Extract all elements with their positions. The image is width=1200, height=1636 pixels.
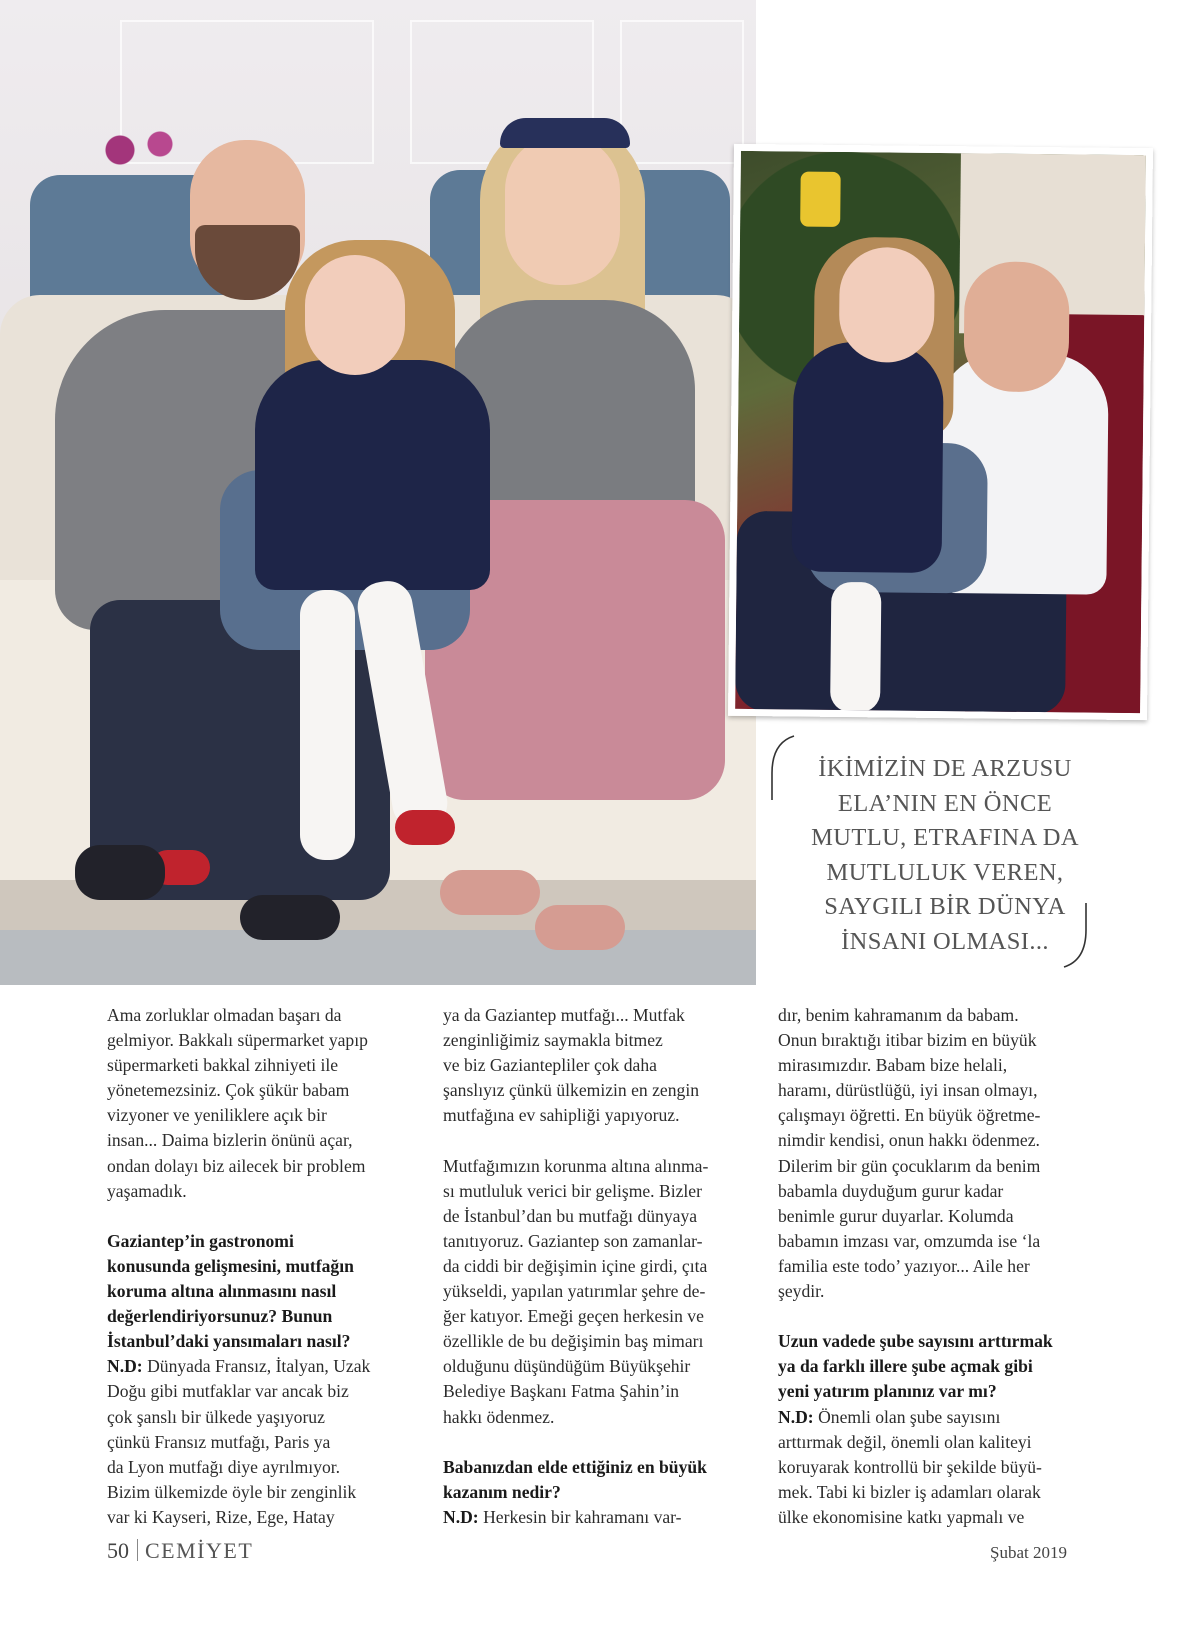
body-line: arttırmak değil, önemli olan kaliteyi [778,1431,1032,1452]
body-line: Dilerim bir gün çocuklarım da benim [778,1155,1041,1176]
interview-question-line: yeni yatırım planınız var mı? [778,1381,997,1402]
interview-question-line: koruma altına alınmasını nasıl [107,1281,337,1302]
body-line: Belediye Başkanı Fatma Şahin’in [443,1381,680,1402]
interview-question-line: ya da farklı illere şube açmak gibi [778,1356,1033,1377]
interview-question-line: konusunda gelişmesini, mutfağın [107,1255,354,1276]
body-line: Mutfağımızın korunma altına alınma- [443,1155,709,1176]
body-line: özellikle de bu değişimin baş mimarı [443,1331,704,1352]
interview-question-line: Gaziantep’in gastronomi [107,1230,294,1251]
issue-date: Şubat 2019 [990,1543,1067,1562]
body-line: Bizim ülkemizde öyle bir zenginlik [107,1481,357,1502]
body-line: ve biz Gaziantepliler çok daha [443,1055,657,1076]
body-line: koruyarak kontrollü bir şekilde büyü- [778,1456,1042,1477]
body-line: dır, benim kahramanım da babam. [778,1005,1019,1025]
body-line: olduğunu düşündüğüm Büyükşehir [443,1356,691,1377]
page-number: 50 [107,1538,129,1563]
body-line: tanıtıyoruz. Gaziantep son zamanlar- [443,1230,703,1251]
body-line: süpermarketi bakkal zihniyeti ile [107,1055,339,1076]
pull-quote [790,752,1100,960]
pull-quote-line: ELA’NIN EN ÖNCE [837,789,1053,817]
body-line: şanslıyız çünkü ülkemizin en zengin [443,1080,700,1101]
answer-speaker-label: N.D: [443,1506,479,1527]
interview-question-line: Babanızdan elde ettiğiniz en büyük [443,1456,707,1477]
body-line: gelmiyor. Bakkalı süpermarket yapıp [107,1030,368,1051]
article-column-3 [778,1003,1093,1530]
pull-quote-line: MUTLU, ETRAFINA DA [811,824,1079,852]
body-line: ülke ekonomisine katkı yapmalı ve [778,1506,1025,1527]
body-line: çünkü Fransız mutfağı, Paris ya [107,1431,331,1452]
body-line: ondan dolayı biz ailecek bir problem [107,1155,366,1176]
interview-question-line: Uzun vadede şube sayısını arttırmak [778,1331,1053,1352]
body-line: familia este todo’ yazıyor... Aile her [778,1255,1030,1276]
body-line: çalışmayı öğretti. En büyük öğretme- [778,1105,1041,1126]
answer-text: Dünyada Fransız, İtalyan, Uzak [142,1356,371,1377]
body-line: sı mutluluk verici bir gelişme. Bizler [443,1180,702,1201]
interview-question-line: İstanbul’daki yansımaları nasıl? [107,1331,351,1352]
body-line: da Lyon mutfağı diye ayrılmıyor. [107,1456,341,1477]
body-line: benimle gurur duyarlar. Kolumda [778,1205,1014,1226]
body-line: yükseldi, yapılan yatırımlar şehre de- [443,1281,706,1302]
body-line: çok şanslı bir ülkede yaşıyoruz [107,1406,325,1427]
folio-divider [137,1539,138,1561]
inset-father-daughter-photo [728,144,1153,720]
answer-first-line [107,1354,422,1379]
pull-quote-line: SAYGILI BİR DÜNYA [824,893,1066,921]
body-line: de İstanbul’dan bu mutfağı dünyaya [443,1205,698,1226]
body-line: ya da Gaziantep mutfağı... Mutfak [443,1005,685,1025]
answer-text: Herkesin bir kahramanı var- [478,1506,682,1527]
body-line: hakkı ödenmez. [443,1406,555,1427]
page-folio [107,1538,253,1564]
interview-question-line: değerlendiriyorsunuz? Bunun [107,1306,333,1327]
body-line: mek. Tabi ki bizler iş adamları olarak [778,1481,1041,1502]
body-line: var ki Kayseri, Rize, Ege, Hatay [107,1506,335,1527]
body-line: vizyoner ve yeniliklere açık bir [107,1105,327,1126]
body-line: yaşamadık. [107,1180,187,1201]
body-line: şeydir. [778,1281,825,1302]
pull-quote-line: İKİMİZİN DE ARZUSU [818,755,1072,782]
body-line: babamla duyduğum gurur kadar [778,1180,1004,1201]
body-line: yönetemezsiniz. Çok şükür babam [107,1080,350,1101]
answer-text: Önemli olan şube sayısını [813,1406,1001,1427]
body-line: ğer katıyor. Emeği geçen herkesin ve [443,1306,704,1327]
body-line: da ciddi bir değişimin içine girdi, çıta [443,1255,708,1276]
article-column-1 [107,1003,422,1530]
article-column-2 [443,1003,753,1530]
body-line: Onun bıraktığı itibar bizim en büyük [778,1030,1037,1051]
answer-first-line [778,1405,1093,1430]
main-family-photo [0,0,756,985]
body-line: mirasımızdır. Babam bize helali, [778,1055,1008,1076]
body-line: babamın imzası var, omzumda ise ‘la [778,1230,1041,1251]
interview-question-line: kazanım nedir? [443,1481,561,1502]
body-line: haramı, dürüstlüğü, iyi insan olmayı, [778,1080,1038,1101]
body-line: Doğu gibi mutfaklar var ancak biz [107,1381,349,1402]
answer-first-line [443,1505,753,1530]
answer-speaker-label: N.D: [107,1356,143,1377]
pull-quote-line: MUTLULUK VEREN, [826,858,1064,886]
body-line: Ama zorluklar olmadan başarı da [107,1005,342,1025]
magazine-name: CEMİYET [145,1538,254,1563]
body-line: nimdir kendisi, onun hakkı ödenmez. [778,1130,1040,1151]
answer-speaker-label: N.D: [778,1406,814,1427]
body-line: mutfağına ev sahipliği yapıyoruz. [443,1105,680,1126]
body-line: insan... Daima bizlerin önünü açar, [107,1130,353,1151]
body-line: zenginliğimiz saymakla bitmez [443,1030,663,1051]
pull-quote-line: İNSANI OLMASI... [841,927,1049,955]
